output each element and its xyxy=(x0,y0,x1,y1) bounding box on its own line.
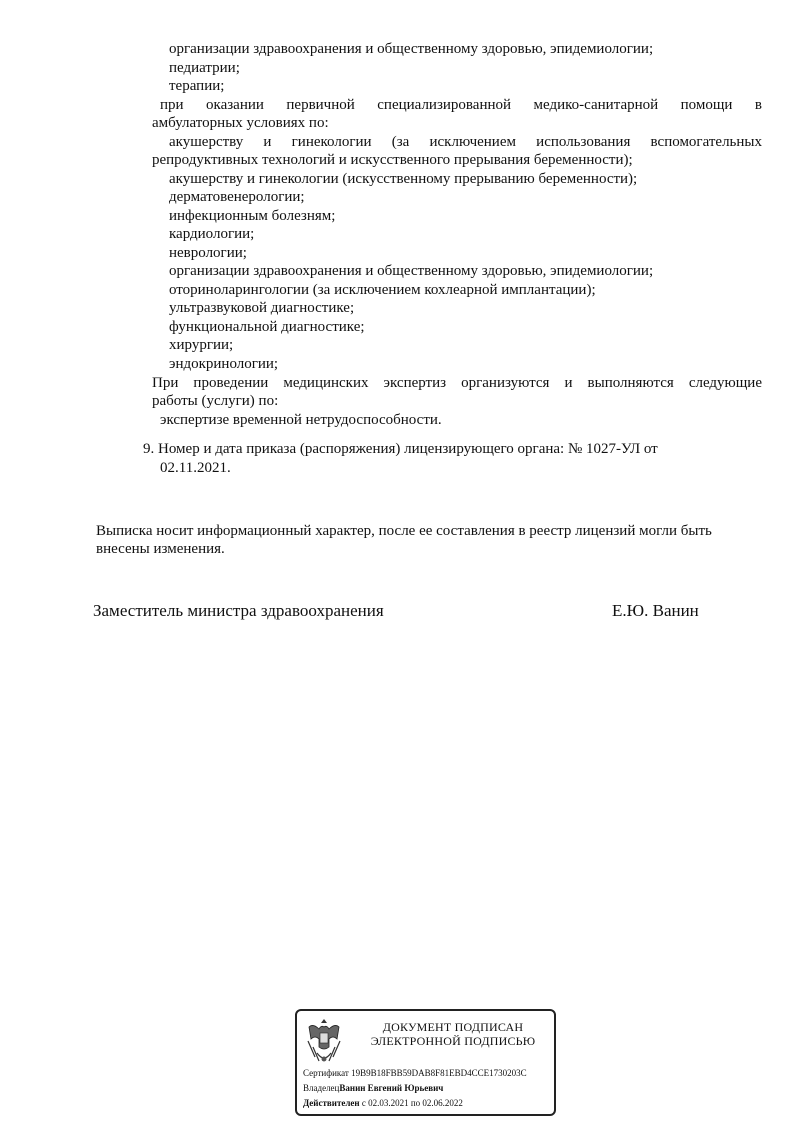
list-item: кардиологии; xyxy=(169,226,255,242)
section-heading-cont: работы (услуги) по: xyxy=(152,393,279,409)
certificate-row: Сертификат 19B9B18FBB59DAB8F81EBD4CCE1730203C xyxy=(303,1068,527,1078)
list-item: терапии; xyxy=(169,78,225,94)
owner-row: ВладелецВанин Евгений Юрьевич xyxy=(303,1083,444,1093)
list-item: инфекционным болезням; xyxy=(169,208,336,224)
coat-of-arms-icon xyxy=(305,1017,343,1067)
notice-text-cont: внесены изменения. xyxy=(96,541,225,557)
list-item: акушерству и гинекологии (за исключением использования вспомогательных xyxy=(169,134,762,150)
list-item: дерматовенерологии; xyxy=(169,189,305,205)
list-item: неврологии; xyxy=(169,245,247,261)
list-item: экспертизе временной нетрудоспособности. xyxy=(160,412,442,428)
order-date-line: 02.11.2021. xyxy=(160,460,231,476)
list-item: эндокринологии; xyxy=(169,356,279,372)
validity-row: Действителен с 02.03.2021 по 02.06.2022 xyxy=(303,1098,463,1108)
list-item-cont: репродуктивных технологий и искусственного прерывания беременности); xyxy=(152,152,633,168)
list-item: педиатрии; xyxy=(169,60,240,76)
section-heading: При проведении медицинских экспертиз организуются и выполняются следующие xyxy=(152,375,762,391)
list-item: организации здравоохранения и общественному здоровью, эпидемиологии; xyxy=(169,41,654,57)
list-item: хирургии; xyxy=(169,337,234,353)
signer-position: Заместитель министра здравоохранения xyxy=(93,601,384,620)
list-item: оториноларингологии (за исключением кохлеарной имплантации); xyxy=(169,282,596,298)
signer-name: Е.Ю. Ванин xyxy=(612,601,699,620)
electronic-signature-stamp xyxy=(295,1009,556,1116)
notice-text: Выписка носит информационный характер, после ее составления в реестр лицензий могли быть xyxy=(96,523,712,539)
list-item: функциональной диагностике; xyxy=(169,319,365,335)
section-heading-cont: амбулаторных условиях по: xyxy=(152,115,329,131)
stamp-title: ДОКУМЕНТ ПОДПИСАН ЭЛЕКТРОННОЙ ПОДПИСЬЮ xyxy=(370,1020,536,1048)
list-item: ультразвуковой диагностике; xyxy=(169,300,355,316)
list-item: акушерству и гинекологии (искусственному прерыванию беременности); xyxy=(169,171,638,187)
list-item: организации здравоохранения и общественному здоровью, эпидемиологии; xyxy=(169,263,654,279)
order-number-line: 9. Номер и дата приказа (распоряжения) лицензирующего органа: № 1027-УЛ от xyxy=(143,441,658,457)
section-heading: при оказании первичной специализированной медико-санитарной помощи в xyxy=(160,97,762,113)
